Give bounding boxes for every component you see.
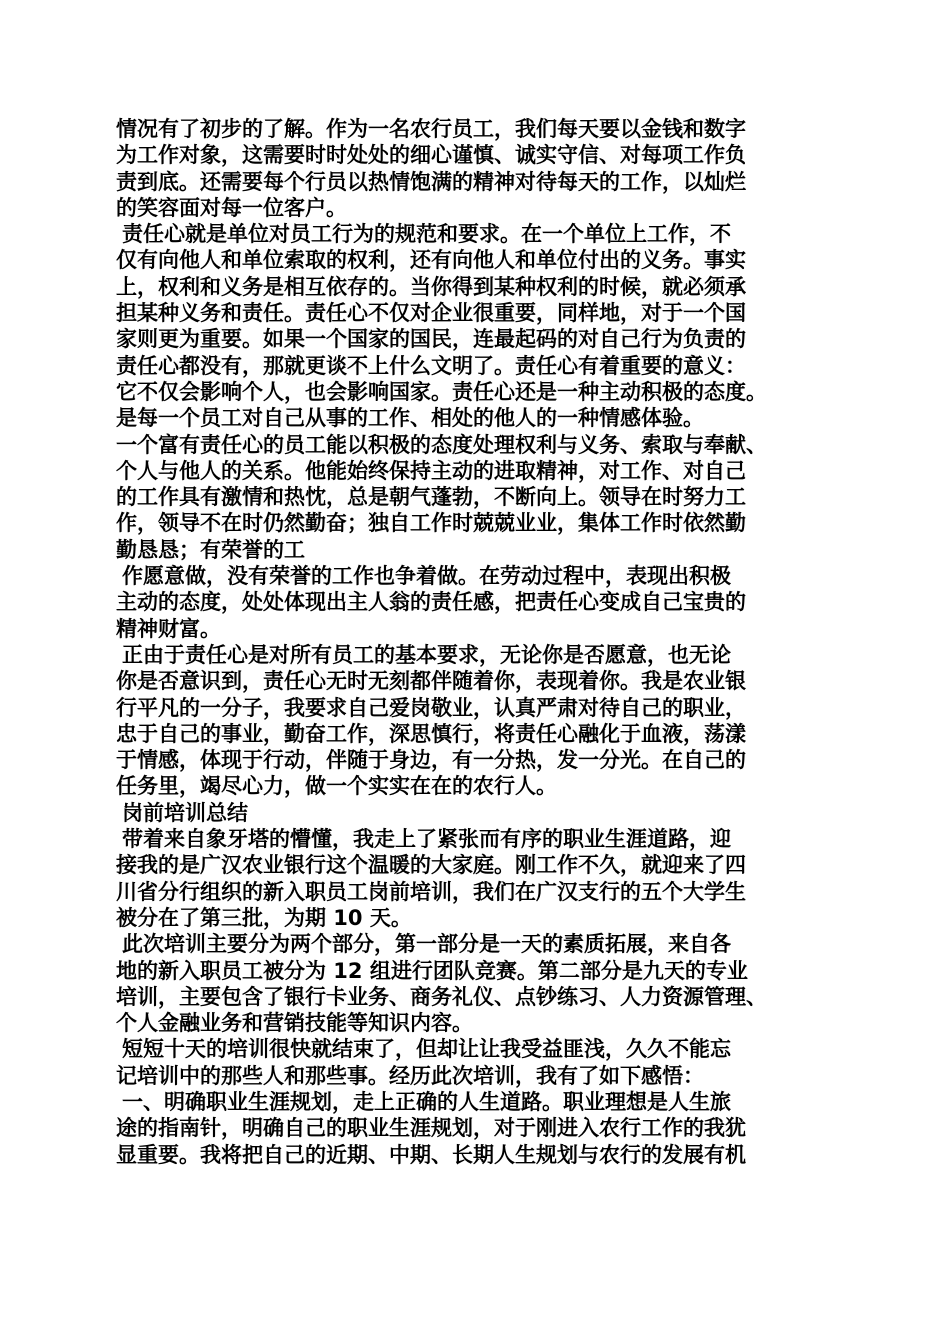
text-line: 个人与他人的关系。他能始终保持主动的进取精神，对工作、对自己 xyxy=(116,458,746,483)
text-line: 个人金融业务和营销技能等知识内容。 xyxy=(116,1011,473,1036)
text-line: 责任心就是单位对员工行为的规范和要求。在一个单位上工作，不 xyxy=(122,222,731,247)
text-line: 于情感，体现于行动，伴随于身边，有一分热，发一分光。在自己的 xyxy=(116,748,746,773)
text-line: 为工作对象，这需要时时处处的细心谨慎、诚实守信、对每项工作负 xyxy=(116,143,746,168)
text-line: 上，权利和义务是相互依存的。当你得到某种权利的时候，就必须承 xyxy=(116,274,746,299)
text-line: 主动的态度，处处体现出主人翁的责任感，把责任心变成自己宝贵的 xyxy=(116,590,746,615)
text-line: 短短十天的培训很快就结束了，但却让让我受益匪浅，久久不能忘 xyxy=(122,1037,731,1062)
text-line: 行平凡的一分子，我要求自己爱岗敬业，认真严肃对待自己的职业， xyxy=(116,695,746,720)
text-line: 的工作具有激情和热忱，总是朝气蓬勃，不断向上。领导在时努力工 xyxy=(116,485,746,510)
text-line: 显重要。我将把自己的近期、中期、长期人生规划与农行的发展有机 xyxy=(116,1142,746,1167)
text-line: 途的指南针，明确自己的职业生涯规划，对于刚进入农行工作的我犹 xyxy=(116,1116,746,1141)
document-page xyxy=(116,116,840,1168)
text-line: 一、明确职业生涯规划，走上正确的人生道路。职业理想是人生旅 xyxy=(122,1089,731,1114)
text-line: 忠于自己的事业，勤奋工作，深思慎行，将责任心融化于血液，荡漾 xyxy=(116,721,746,746)
text-line: 担某种义务和责任。责任心不仅对企业很重要，同样地，对于一个国 xyxy=(116,301,746,326)
text-line: 带着来自象牙塔的懵懂，我走上了紧张而有序的职业生涯道路，迎 xyxy=(122,827,731,852)
text-line: 记培训中的那些人和那些事。经历此次培训，我有了如下感悟： xyxy=(116,1063,704,1088)
text-line: 它不仅会影响个人，也会影响国家。责任心还是一种主动积极的态度。 xyxy=(116,379,767,404)
text-line: 地的新入职员工被分为 12 组进行团队竞赛。第二部分是九天的专业 xyxy=(116,958,748,983)
text-line: 的笑容面对每一位客户。 xyxy=(116,195,347,220)
text-line: 接我的是广汉农业银行这个温暖的大家庭。刚工作不久，就迎来了四 xyxy=(116,853,746,878)
text-line: 仅有向他人和单位索取的权利，还有向他人和单位付出的义务。事实 xyxy=(116,248,746,273)
text-line: 川省分行组织的新入职员工岗前培训，我们在广汉支行的五个大学生 xyxy=(116,879,746,904)
text-line: 责任心都没有，那就更谈不上什么文明了。责任心有着重要的意义： xyxy=(116,353,746,378)
text-line: 是每一个员工对自己从事的工作、相处的他人的一种情感体验。 xyxy=(116,406,704,431)
text-line: 作，领导不在时仍然勤奋；独自工作时兢兢业业，集体工作时依然勤 xyxy=(116,511,746,536)
text-line: 责到底。还需要每个行员以热情饱满的精神对待每天的工作，以灿烂 xyxy=(116,169,746,194)
text-line: 一个富有责任心的员工能以积极的态度处理权利与义务、索取与奉献、 xyxy=(116,432,767,457)
text-line: 作愿意做，没有荣誉的工作也争着做。在劳动过程中，表现出积极 xyxy=(122,564,731,589)
text-line: 被分在了第三批，为期 10 天。 xyxy=(116,905,412,930)
text-line: 正由于责任心是对所有员工的基本要求，无论你是否愿意，也无论 xyxy=(122,642,731,667)
text-line: 精神财富。 xyxy=(116,616,221,641)
text-line: 勤恳恳；有荣誉的工 xyxy=(116,537,305,562)
text-line: 家则更为重要。如果一个国家的国民，连最起码的对自己行为负责的 xyxy=(116,327,746,352)
text-line: 任务里，竭尽心力，做一个实实在在的农行人。 xyxy=(116,774,557,799)
text-line: 你是否意识到，责任心无时无刻都伴随着你，表现着你。我是农业银 xyxy=(116,669,746,694)
text-line: 情况有了初步的了解。作为一名农行员工，我们每天要以金钱和数字 xyxy=(116,117,746,141)
text-line: 培训，主要包含了银行卡业务、商务礼仪、点钞练习、人力资源管理、 xyxy=(116,984,767,1009)
text-line: 此次培训主要分为两个部分，第一部分是一天的素质拓展，来自各 xyxy=(122,932,731,957)
text-line: 岗前培训总结 xyxy=(122,800,248,825)
